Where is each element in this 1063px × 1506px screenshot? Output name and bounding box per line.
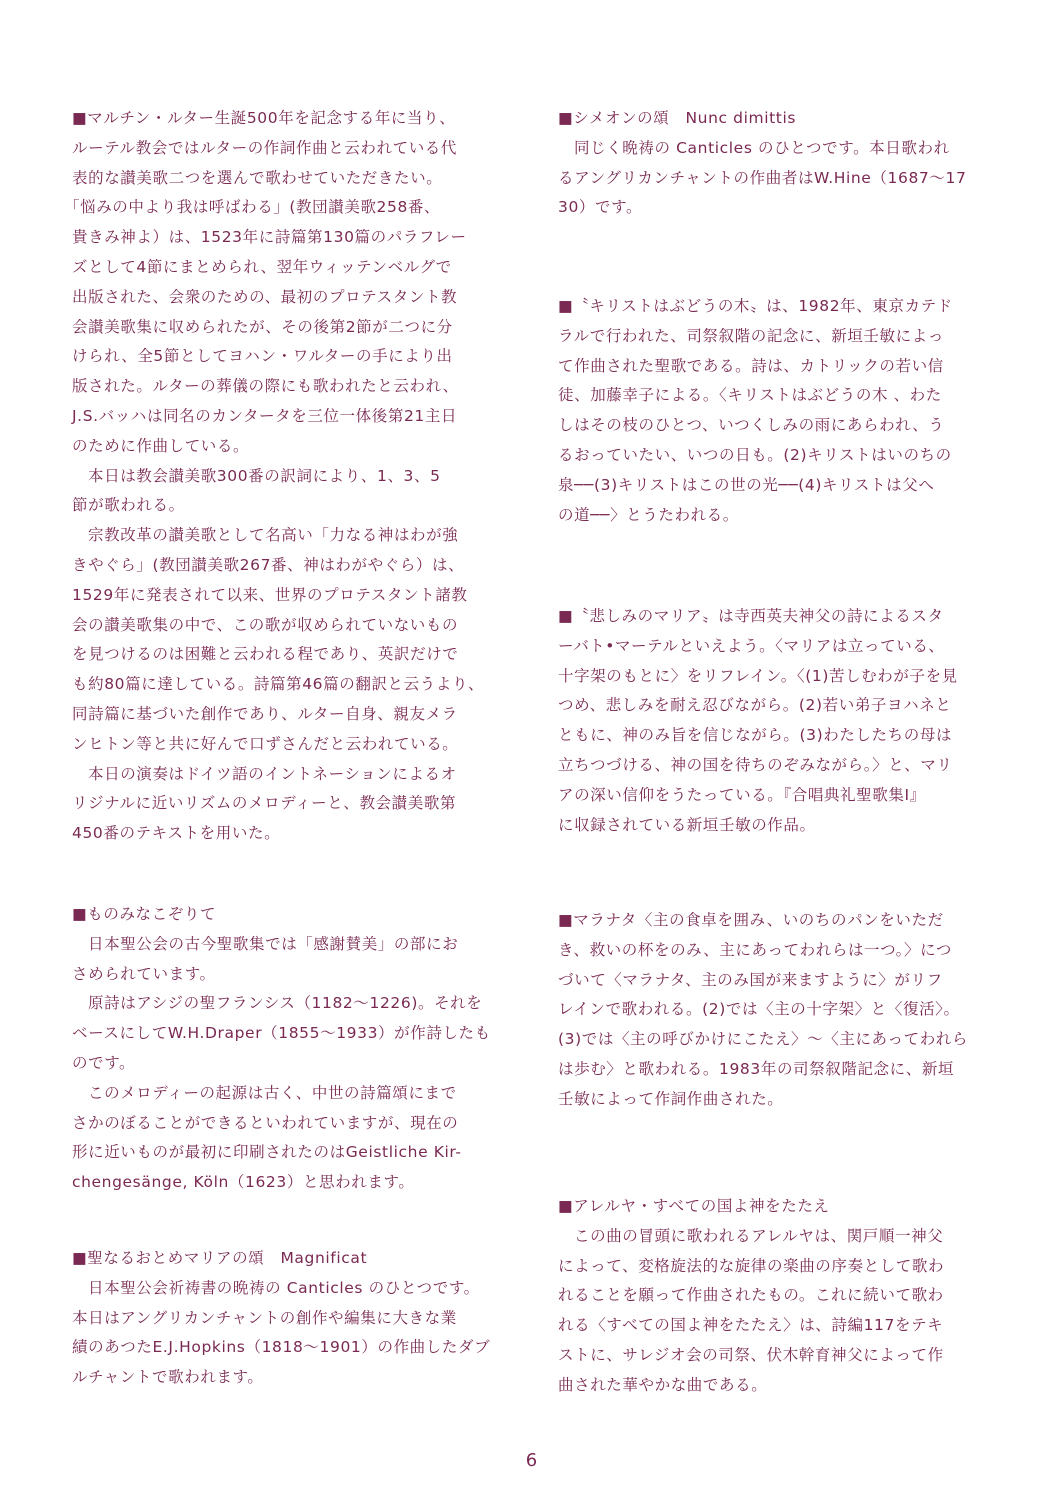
text-line: つめ、悲しみを耐え忍びながら。(2)若い弟子ヨハネと xyxy=(558,696,952,715)
text-line: 泉──(3)キリストはこの世の光──(4)キリストは父へ xyxy=(558,475,935,494)
page-number: 6 xyxy=(525,1450,538,1471)
text-line: 原詩はアシジの聖フランシス（1182～1226)。それを xyxy=(88,994,483,1013)
text-line: 日本聖公会祈祷書の晩祷の Canticles のひとつです。 xyxy=(88,1278,480,1297)
text-line: 宗教改革の讃美歌として名高い「力なる神はわが強 xyxy=(88,526,459,545)
text-line: この曲の冒頭に歌われるアレルヤは、関戸順一神父 xyxy=(574,1226,944,1245)
text-line: 十字架のもとに〉をリフレイン。〈(1)苦しむわが子を見 xyxy=(558,666,958,685)
text-line: れることを願って作曲されたもの。これに続いて歌わ xyxy=(558,1286,944,1305)
text-line: 同詩篇に基づいた創作であり、ルター自身、親友メラ xyxy=(72,704,458,723)
text-line: ストに、サレジオ会の司祭、伏木幹育神父によって作 xyxy=(558,1345,944,1364)
text-line: さかのぼることができるといわれていますが、現在の xyxy=(72,1113,459,1132)
text-line: 表的な讃美歌二つを選んで歌わせていただきたい。 xyxy=(72,168,443,187)
text-line: も約80篇に達している。詩篇第46篇の翻訳と云うより、 xyxy=(72,675,485,694)
section-heading: ■シメオンの頌 Nunc dimittis xyxy=(558,109,797,127)
section-heading: ■アレルヤ・すべての国よ神をたたえ xyxy=(558,1197,830,1215)
text-line: れる〈すべての国よ神をたたえ〉は、詩編117をテキ xyxy=(558,1316,944,1335)
text-line: 節が歌われる。 xyxy=(72,496,185,515)
text-line: レインで歌われる。(2)では〈主の十字架〉と〈復活〉。 xyxy=(558,1000,960,1019)
text-line: 1529年に発表されて以来、世界のプロテスタント諸教 xyxy=(72,585,468,604)
text-line: 版された。ルターの葬儀の際にも歌われたと云われ、 xyxy=(72,377,459,396)
maranatha-section xyxy=(558,906,998,1115)
vine-section xyxy=(558,292,998,530)
text-line: ルーテル教会ではルターの作詞作曲と云われている代 xyxy=(72,138,458,157)
text-line: に収録されている新垣壬敏の作品。 xyxy=(558,815,816,834)
section-heading: ■聖なるおとめマリアの頌 Magnificat xyxy=(72,1249,368,1267)
text-line: 本日は教会讃美歌300番の訳詞により、1、3、5 xyxy=(88,466,441,485)
text-line: 日本聖公会の古今聖歌集では「感謝賛美」の部にお xyxy=(88,934,459,953)
section-heading: ■ものみなこぞりて xyxy=(72,905,217,923)
text-line: ■マルチン・ルター生誕500年を記念する年に当り、 xyxy=(72,109,456,127)
text-line: 立ちつづける、神の国を待ちのぞみながら。〉と、マリ xyxy=(558,755,953,774)
text-line: 会讃美歌集に収められたが、その後第2節が二つに分 xyxy=(72,317,453,336)
monominakozorite-section xyxy=(72,900,512,1198)
text-line: るアングリカンチャントの作曲者はW.Hine（1687～17 xyxy=(558,168,967,187)
text-line: の道──〉とうたわれる。 xyxy=(558,505,739,524)
text-line: ベースにしてW.H.Draper（1855～1933）が作詩したも xyxy=(72,1024,491,1043)
text-line: によって、変格旋法的な旋律の楽曲の序奏として歌わ xyxy=(558,1256,945,1275)
text-line: きやぐら」(教団讃美歌267番、神はわがやぐら）は、 xyxy=(72,555,465,574)
text-line: は歩む〉と歌われる。1983年の司祭叙階記念に、新垣 xyxy=(558,1059,955,1078)
text-line: さめられています。 xyxy=(72,964,216,983)
text-line: 同じく晩祷の Canticles のひとつです。本日歌われ xyxy=(574,138,950,157)
nunc-dimittis-section xyxy=(558,104,998,223)
text-line: のです。 xyxy=(72,1053,136,1072)
text-line: き、救いの杯をのみ、主にあってわれらは一つ。〉につ xyxy=(558,940,952,959)
text-line: ーバト•マーテルといえよう。〈マリアは立っている、 xyxy=(558,636,945,655)
text-line: て作曲された聖歌である。詩は、カトリックの若い信 xyxy=(558,356,944,375)
text-line: このメロディーの起源は古く、中世の詩篇頌にまで xyxy=(88,1083,457,1102)
text-line: 形に近いものが最初に印刷されたのはGeistliche Kir- xyxy=(72,1143,462,1162)
luther-hymns-section xyxy=(64,104,512,849)
text-line: ■マラナタ〈主の食卓を囲み、いのちのパンをいただ xyxy=(558,911,944,929)
stabat-mater-section xyxy=(558,602,998,840)
text-line: 出版された、会衆のための、最初のプロテスタント教 xyxy=(72,287,458,306)
text-line: 「悩みの中より我は呼ばわる」(教団讃美歌258番、 xyxy=(64,198,441,217)
text-line: のために作曲している。 xyxy=(72,436,250,455)
text-line: アの深い信仰をうたっている。『合唱典礼聖歌集Ⅰ』 xyxy=(558,785,926,804)
text-line: ■〝キリストはぶどうの木〟は、1982年、東京カテド xyxy=(558,297,953,315)
text-line: ラルで行われた、司祭叙階の記念に、新垣壬敏によっ xyxy=(558,326,944,345)
text-line: ■〝悲しみのマリア〟は寺西英夫神父の詩によるスタ xyxy=(558,607,944,625)
text-line: ルチャントで歌われます。 xyxy=(72,1368,264,1387)
text-line: 曲された華やかな曲である。 xyxy=(558,1375,768,1394)
text-line: J.S.バッハは同名のカンタータを三位一体後第21主日 xyxy=(72,406,458,425)
text-line: るおっていたい、いつの日も。(2)キリストはいのちの xyxy=(558,445,952,464)
text-line: 貴きみ神よ）は、1523年に詩篇第130篇のパラフレー xyxy=(72,228,467,247)
text-line: しはその枝のひとつ、いつくしみの雨にあらわれ、う xyxy=(558,416,945,435)
text-line: を見つけるのは困難と云われる程であり、英訳だけで xyxy=(72,645,459,664)
text-line: chengesänge, Köln（1623）と思われます。 xyxy=(72,1173,415,1192)
text-line: ズとして4節にまとめられ、翌年ウィッテンベルグで xyxy=(72,257,452,276)
alleluia-section xyxy=(558,1192,998,1401)
text-line: ともに、神のみ旨を信じながら。(3)わたしたちの母は xyxy=(558,726,953,745)
text-line: けられ、全5節としてヨハン・ワルターの手により出 xyxy=(72,347,453,366)
text-line: 績のあつたE.J.Hopkins（1818～1901）の作曲したダブ xyxy=(72,1338,491,1357)
text-line: 本日はアングリカンチャントの創作や編集に大きな業 xyxy=(72,1308,457,1327)
text-line: リジナルに近いリズムのメロディーと、教会讃美歌第 xyxy=(72,794,457,813)
text-line: (3)では〈主の呼びかけにこたえ〉～〈主にあってわれら xyxy=(558,1030,969,1049)
text-line: 徒、加藤幸子による。〈キリストはぶどうの木 、わた xyxy=(558,386,942,405)
text-line: 30）です。 xyxy=(558,198,643,217)
magnificat-section xyxy=(72,1244,512,1393)
text-line: 会の讃美歌集の中で、この歌が収められていないもの xyxy=(72,615,459,634)
text-line: づいて〈マラナタ、主のみ国が来ますように〉がリフ xyxy=(558,970,943,989)
text-line: 本日の演奏はドイツ語のイントネーションによるオ xyxy=(88,764,457,783)
text-line: 壬敏によって作詞作曲された。 xyxy=(558,1089,784,1108)
text-line: 450番のテキストを用いた。 xyxy=(72,824,281,843)
text-line: ンヒトン等と共に好んで口ずさんだと云われている。 xyxy=(72,734,459,753)
